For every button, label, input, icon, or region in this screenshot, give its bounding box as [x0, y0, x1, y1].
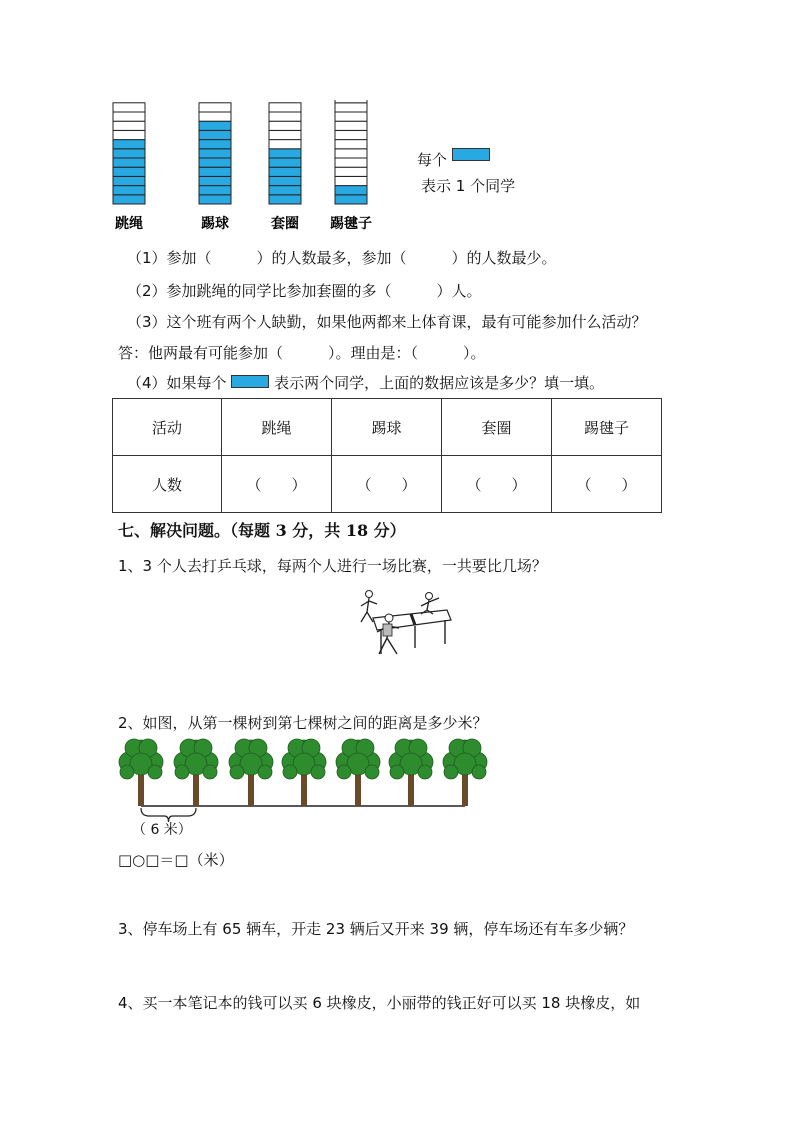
- problem-1: 1、3 个人去打乒乓球，每两个人进行一场比赛，一共要比几场？: [118, 557, 547, 575]
- question-4-prefix: （4）如果每个: [127, 374, 227, 392]
- bar-cell-filled: [199, 186, 231, 195]
- activity-bar-chart: [110, 100, 410, 236]
- bar-cell-empty: [269, 112, 301, 121]
- answer-blank[interactable]: （ ）: [332, 456, 442, 513]
- bar-cell-filled: [199, 140, 231, 149]
- table-row: [113, 456, 662, 513]
- bar-cell-filled: [113, 195, 145, 204]
- bar-cell-empty: [199, 103, 231, 112]
- bar-cell-filled: [199, 130, 231, 139]
- problem-3: 3、停车场上有 65 辆车，开走 23 辆后又开来 39 辆，停车场还有车多少辆？: [118, 920, 634, 938]
- tree-icon: [389, 739, 433, 806]
- question-2: （2）参加跳绳的同学比参加套圈的多（ ）人。: [127, 282, 482, 300]
- table-cell: 活动: [113, 399, 222, 456]
- problem-4: 4、买一本笔记本的钱可以买 6 块橡皮，小丽带的钱正好可以买 18 块橡皮，如: [118, 994, 641, 1012]
- bar-cell-filled: [113, 186, 145, 195]
- question-4: [127, 373, 604, 393]
- bar-cell-filled: [199, 176, 231, 185]
- bar-cell-empty: [113, 112, 145, 121]
- tree-icon: [174, 739, 218, 806]
- bar-cell-empty: [113, 130, 145, 139]
- bar-cell-empty: [335, 167, 367, 176]
- bar-category-label: 套圈: [271, 216, 299, 232]
- answer-blank[interactable]: （ ）: [222, 456, 332, 513]
- problem-2-formula[interactable]: □○□＝□（米）: [118, 851, 234, 869]
- bar-column: [199, 103, 231, 204]
- bar-cell-filled: [199, 158, 231, 167]
- table-cell: 人数: [113, 456, 222, 513]
- ping-pong-players-illustration: [355, 588, 455, 660]
- bar-column: [335, 100, 367, 204]
- bar-cell-empty: [269, 130, 301, 139]
- problem-2: 2、如图，从第一棵树到第七棵树之间的距离是多少米？: [118, 714, 488, 732]
- bar-cell-empty: [335, 121, 367, 130]
- bar-cell-filled: [199, 149, 231, 158]
- legend-blue-cell-icon: [452, 148, 490, 161]
- bar-cell-filled: [269, 158, 301, 167]
- bar-cell-filled: [335, 186, 367, 195]
- legend-line1: 每个: [417, 151, 448, 169]
- bar-cell-filled: [113, 140, 145, 149]
- bar-cell-empty: [113, 121, 145, 130]
- tree-icon: [443, 739, 487, 806]
- bar-cell-empty: [269, 121, 301, 130]
- legend-line2: 表示 1 个同学: [421, 177, 516, 195]
- answer-blank[interactable]: （ ）: [442, 456, 552, 513]
- table-cell: 踢毽子: [552, 399, 662, 456]
- bar-cell-empty: [335, 130, 367, 139]
- bar-cell-empty: [335, 100, 367, 103]
- table-cell: 踢球: [332, 399, 442, 456]
- question-4-suffix: 表示两个同学，上面的数据应该是多少？填一填。: [274, 374, 605, 392]
- bar-cell-filled: [269, 176, 301, 185]
- bar-category-label: 踢毽子: [330, 216, 372, 232]
- bar-cell-empty: [335, 140, 367, 149]
- bar-cell-filled: [199, 167, 231, 176]
- section-title: 七、解决问题。（每题 3 分，共 18 分）: [118, 521, 406, 540]
- bar-cell-filled: [335, 195, 367, 204]
- tree-icon: [282, 739, 326, 806]
- tree-icon: [229, 739, 273, 806]
- bar-cell-filled: [199, 121, 231, 130]
- bar-cell-filled: [269, 149, 301, 158]
- bar-cell-empty: [335, 176, 367, 185]
- bar-cell-empty: [335, 158, 367, 167]
- bar-cell-empty: [113, 103, 145, 112]
- tree-icon: [119, 739, 163, 806]
- bar-cell-empty: [199, 112, 231, 121]
- tree-icon: [336, 739, 380, 806]
- question-3-answer: 答：他两最有可能参加（ ）。理由是：（ ）。: [118, 344, 486, 362]
- bar-cell-filled: [113, 158, 145, 167]
- table-cell: 套圈: [442, 399, 552, 456]
- bar-cell-empty: [269, 140, 301, 149]
- table-header-row: [113, 399, 662, 456]
- bar-cell-filled: [113, 176, 145, 185]
- question-1: （1）参加（ ）的人数最多，参加（ ）的人数最少。: [127, 249, 557, 267]
- bar-cell-filled: [113, 167, 145, 176]
- bar-category-label: 踢球: [201, 216, 229, 232]
- blue-cell-icon: [231, 375, 269, 388]
- bar-cell-filled: [269, 195, 301, 204]
- question-3: （3）这个班有两个人缺勤，如果他两都来上体育课，最有可能参加什么活动？: [127, 313, 647, 331]
- bar-cell-filled: [199, 195, 231, 204]
- table-cell: 跳绳: [222, 399, 332, 456]
- bar-cell-empty: [335, 149, 367, 158]
- bar-cell-empty: [335, 103, 367, 112]
- answer-blank[interactable]: （ ）: [552, 456, 662, 513]
- bar-category-label: 跳绳: [115, 216, 143, 232]
- bar-cell-filled: [269, 167, 301, 176]
- chart-legend: [417, 150, 490, 170]
- activity-count-table: [112, 398, 662, 513]
- bar-cell-empty: [335, 112, 367, 121]
- bar-column: [113, 103, 145, 204]
- bar-cell-empty: [269, 103, 301, 112]
- tree-gap-label: （ 6 米）: [132, 822, 192, 838]
- bar-column: [269, 103, 301, 204]
- bar-cell-filled: [113, 149, 145, 158]
- bar-cell-filled: [269, 186, 301, 195]
